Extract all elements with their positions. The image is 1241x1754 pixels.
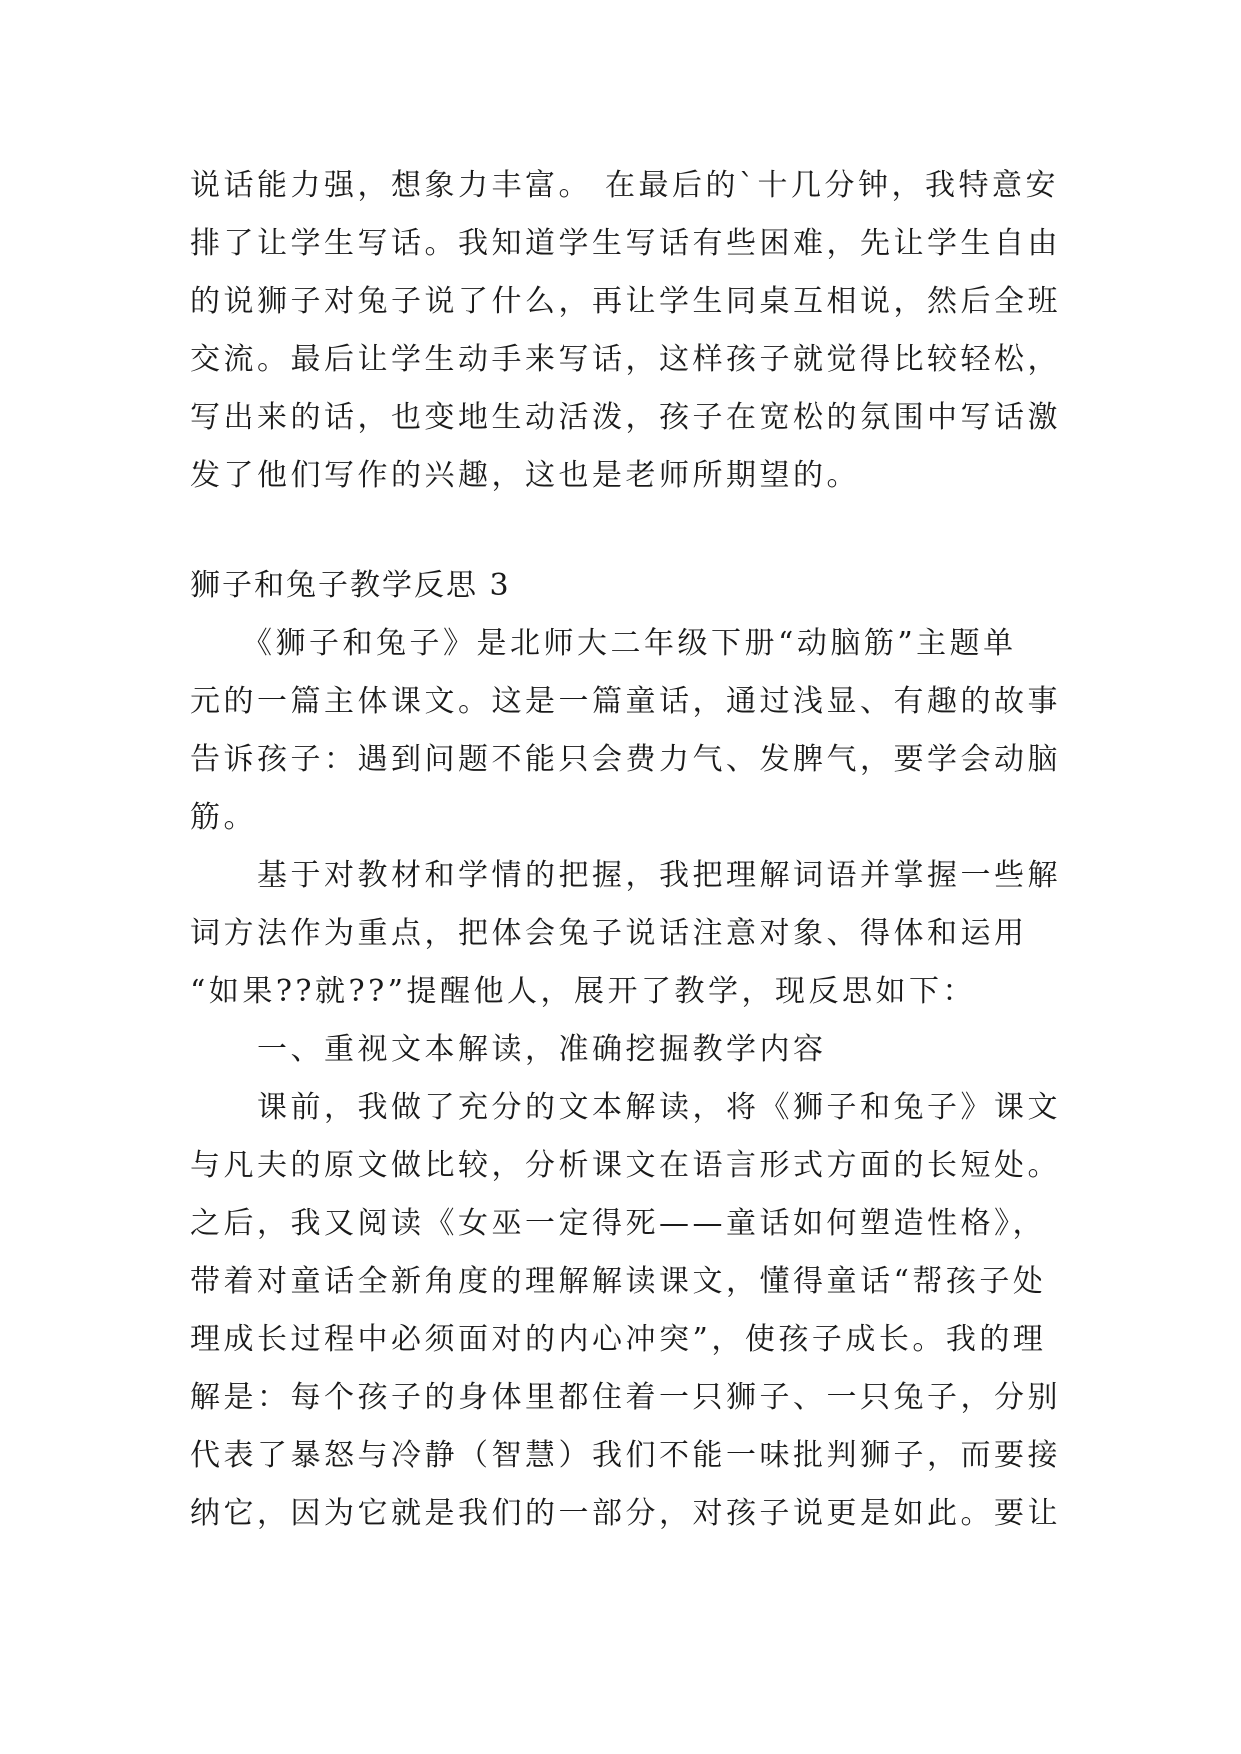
top-paragraph [190, 157, 1070, 505]
text-line: 交流。最后让学生动手来写话，这样孩子就觉得比较轻松， [190, 342, 1061, 377]
paragraph-gap [190, 505, 1070, 557]
text-line: 写出来的话，也变地生动活泼，孩子在宽松的氛围中写话激 [190, 400, 1061, 435]
text-line: 理成长过程中必须面对的内心冲突”，使孩子成长。我的理 [190, 1322, 1047, 1357]
analysis-paragraph [190, 1079, 1070, 1543]
text-line: 代表了暴怒与冷静（智慧）我们不能一味批判狮子，而要接 [190, 1438, 1061, 1473]
text-line: 与凡夫的原文做比较，分析课文在语言形式方面的长短处。 [190, 1148, 1061, 1183]
text-line: 解是：每个孩子的身体里都住着一只狮子、一只兔子，分别 [190, 1380, 1061, 1415]
subheading-one: 一、重视文本解读，准确挖掘教学内容 [190, 1032, 827, 1067]
text-line: 元的一篇主体课文。这是一篇童话，通过浅显、有趣的故事 [190, 684, 1061, 719]
basis-paragraph [190, 847, 1070, 1021]
text-line: 发了他们写作的兴趣，这也是老师所期望的。 [190, 458, 860, 493]
document-body [190, 157, 1070, 1543]
section-heading: 狮子和兔子教学反思 3 [190, 568, 511, 603]
text-line: 基于对教材和学情的把握，我把理解词语并掌握一些解 [190, 858, 1061, 893]
text-line: 的说狮子对兔子说了什么，再让学生同桌互相说，然后全班 [190, 284, 1061, 319]
text-line: 排了让学生写话。我知道学生写话有些困难，先让学生自由 [190, 226, 1061, 261]
text-line: 《狮子和兔子》是北师大二年级下册“动脑筋”主题单 [190, 626, 1017, 661]
text-line: 告诉孩子：遇到问题不能只会费力气、发脾气，要学会动脑 [190, 742, 1061, 777]
intro-paragraph [190, 615, 1070, 847]
text-line: 带着对童话全新角度的理解解读课文，懂得童话“帮孩子处 [190, 1264, 1047, 1299]
text-line: “如果??就??”提醒他人，展开了教学，现反思如下： [190, 974, 977, 1009]
text-line: 说话能力强，想象力丰富。 在最后的`十几分钟，我特意安 [190, 168, 1060, 203]
text-line: 之后，我又阅读《女巫一定得死——童话如何塑造性格》， [190, 1206, 1046, 1241]
text-line: 课前，我做了充分的文本解读，将《狮子和兔子》课文 [190, 1090, 1061, 1125]
text-line: 词方法作为重点，把体会兔子说话注意对象、得体和运用 [190, 916, 1028, 951]
text-line: 纳它，因为它就是我们的一部分，对孩子说更是如此。要让 [190, 1496, 1061, 1531]
text-line: 筋。 [190, 800, 257, 835]
